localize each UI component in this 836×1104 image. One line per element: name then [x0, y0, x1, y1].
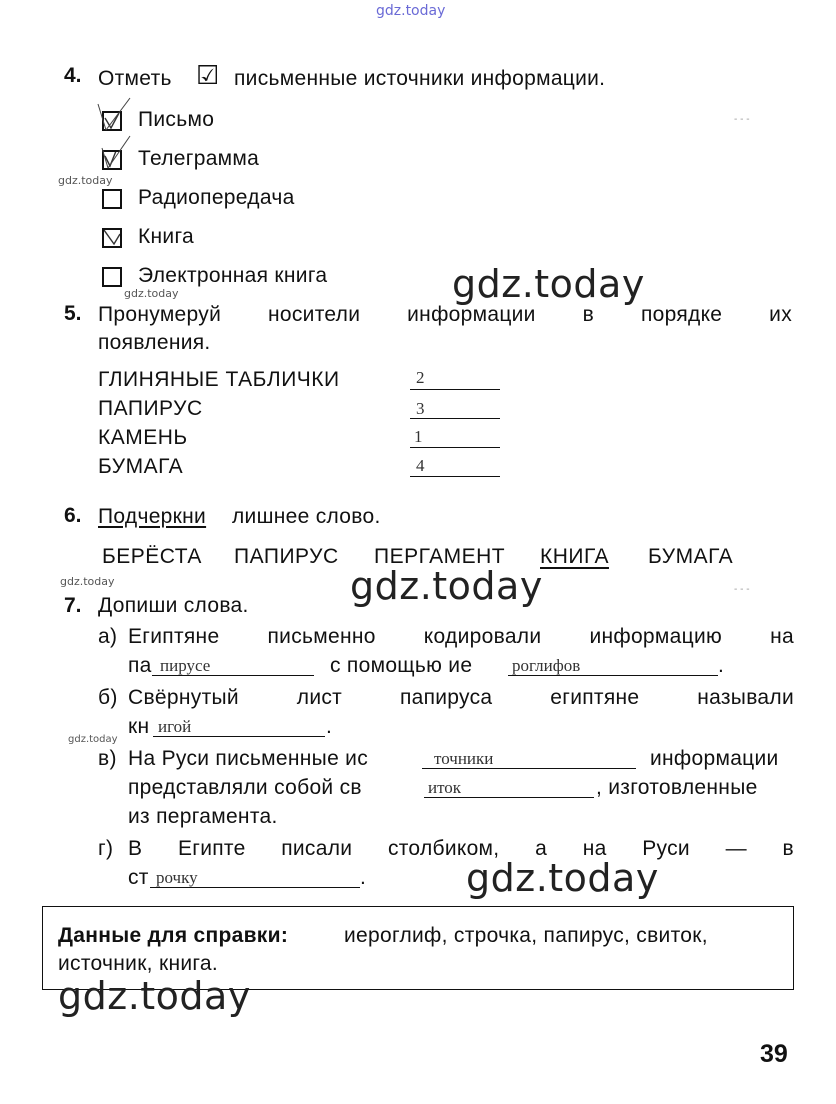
- watermark-large: gdz.today: [466, 856, 659, 900]
- task7c-line2-post: , изготовленные: [596, 776, 758, 799]
- watermark-small: gdz.today: [60, 575, 115, 588]
- reference-label: Данные для справки:: [58, 924, 289, 947]
- task7d-answer[interactable]: рочку: [156, 868, 198, 887]
- task5-number: 5.: [64, 302, 82, 325]
- task4-prompt-a: Отметь: [98, 67, 172, 90]
- task7b-answer[interactable]: игой: [158, 717, 192, 736]
- task5-answer[interactable]: 4: [416, 456, 425, 475]
- task7c-letter: в): [98, 747, 117, 770]
- task5-item-label: КАМЕНЬ: [98, 426, 188, 449]
- reference-text2: источник, книга.: [58, 952, 218, 975]
- task6-word[interactable]: ПЕРГАМЕНТ: [374, 545, 506, 568]
- watermark-small: gdz.today: [58, 174, 113, 187]
- task7d-end: .: [360, 866, 367, 889]
- task7-prompt: Допиши слова.: [98, 594, 249, 617]
- task7a-end: .: [718, 654, 725, 677]
- option-label-kniga: Книга: [138, 225, 194, 248]
- task7c-answer2[interactable]: иток: [428, 778, 462, 797]
- option-label-pismo: Письмо: [138, 108, 215, 131]
- task6-number: 6.: [64, 504, 82, 527]
- task7b-line1: Свёрнутый лист папируса египтяне называли: [128, 686, 794, 709]
- page-number: 39: [760, 1040, 788, 1068]
- option-label-radioperedacha: Радиопередача: [138, 186, 295, 209]
- task6-prompt-rest: лишнее слово.: [232, 505, 381, 528]
- task5-prompt-line1: Пронумеруй носители информации в порядке их: [98, 303, 792, 326]
- option-label-telegramma: Телеграмма: [138, 147, 260, 170]
- answer-line: [410, 476, 500, 477]
- task5-answer[interactable]: 1: [414, 427, 423, 446]
- task7d-line1: В Египте писали столбиком, а на Руси — в: [128, 837, 794, 860]
- checkmark-icon: ☑: [196, 60, 220, 90]
- task5-item-label: ГЛИНЯНЫЕ ТАБЛИЧКИ: [98, 368, 340, 391]
- reference-text1: иероглиф, строчка, папирус, свиток,: [344, 924, 708, 947]
- watermark-top: gdz.today: [376, 3, 446, 19]
- task7d-letter: г): [98, 837, 114, 860]
- task5-answer[interactable]: 2: [416, 368, 425, 387]
- watermark-small: gdz.today: [124, 287, 179, 300]
- task4-prompt-b: письменные источники информации.: [234, 67, 606, 90]
- task7c-line3: из пергамента.: [128, 805, 278, 828]
- watermark-large: gdz.today: [58, 974, 251, 1018]
- task7b-end: .: [326, 715, 333, 738]
- answer-line: [410, 447, 500, 448]
- task7a-answer2[interactable]: роглифов: [512, 656, 581, 675]
- task7c-pre: На Руси письменные ис: [128, 747, 369, 770]
- checkbox-kniga[interactable]: [102, 228, 122, 248]
- task7c-line2-pre: представляли собой св: [128, 776, 362, 799]
- checkbox-elektronnaya-kniga[interactable]: [102, 267, 122, 287]
- task7a-line1: Египтяне письменно кодировали информацию на: [128, 625, 794, 648]
- task7b-prefix: кн: [128, 715, 150, 738]
- task6-word-underlined[interactable]: КНИГА: [540, 545, 609, 568]
- task7a-letter: а): [98, 625, 118, 648]
- watermark-large: gdz.today: [452, 262, 645, 306]
- task6-prompt-underlined: Подчеркни: [98, 505, 207, 528]
- task7a-mid: с помощью ие: [330, 654, 473, 677]
- task7-number: 7.: [64, 594, 82, 617]
- answer-line: [410, 389, 500, 390]
- task7c-post: информации: [650, 747, 779, 770]
- task7a-answer1[interactable]: пирусе: [160, 656, 211, 675]
- task7b-letter: б): [98, 686, 118, 709]
- task5-answer[interactable]: 3: [416, 399, 425, 418]
- task5-item-label: ПАПИРУС: [98, 397, 203, 420]
- task6-word[interactable]: БЕРЁСТА: [102, 545, 202, 568]
- task6-word[interactable]: БУМАГА: [648, 545, 734, 568]
- scan-mark: - - -: [734, 114, 750, 125]
- check-mark-icon: [104, 230, 120, 246]
- scan-mark: - - -: [734, 584, 750, 595]
- task7a-prefix1: па: [128, 654, 152, 677]
- task5-item-label: БУМАГА: [98, 455, 184, 478]
- task7c-answer1[interactable]: точники: [434, 749, 494, 768]
- task6-word[interactable]: ПАПИРУС: [234, 545, 339, 568]
- task7d-prefix: ст: [128, 866, 149, 889]
- task4-number: 4.: [64, 64, 82, 87]
- watermark-small: gdz.today: [68, 734, 118, 745]
- option-label-elektronnaya-kniga: Электронная книга: [138, 264, 328, 287]
- watermark-large: gdz.today: [350, 564, 543, 608]
- task5-prompt-line2: появления.: [98, 331, 211, 354]
